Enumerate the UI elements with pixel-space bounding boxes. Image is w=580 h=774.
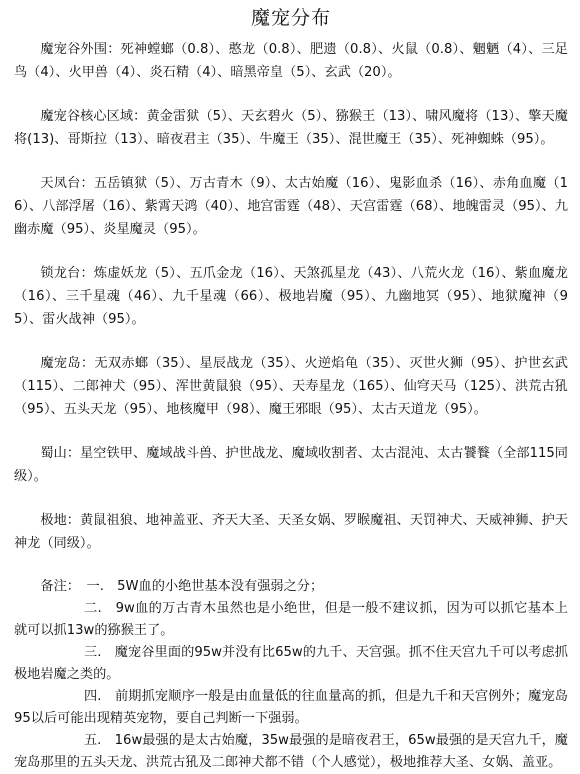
section-suolong-tai: 锁龙台：炼虚妖龙（5）、五爪金龙（16）、天煞孤星龙（43）、八荒火龙（16）、紫血魔龙（16）、三千星魂（46）、九千星魂（66）、极地岩魔（95）、九幽地冥（95）、地狱魔神（95）、雷火战神（95）。	[14, 266, 568, 327]
section-polar: 极地：黄鼠祖狼、地神盖亚、齐天大圣、天圣女娲、罗睺魔祖、天罚神犬、天威神狮、护天神龙（同级）。	[14, 513, 568, 551]
page-title: 魔宠分布	[250, 7, 331, 29]
note-item-3: 三. 魔宠谷里面的95w并没有比65w的九千、天宫强。抓不住天宫九千可以考虑抓极地岩魔之类的。	[14, 645, 568, 682]
note-item-2: 二. 9w血的万古青木虽然也是小绝世，但是一般不建议抓，因为可以抓它基本上就可以抓13w的猕猴王了。	[14, 601, 568, 638]
note-item-1-text: 一. 5W血的小绝世基本没有强弱之分；	[86, 579, 324, 594]
section-outer-valley: 魔宠谷外围：死神螳螂（0.8）、憨龙（0.8）、肥遗（0.8）、火鼠（0.8）、魍魉（4）、三足鸟（4）、火甲兽（4）、炎石精（4）、暗黑帝皇（5）、玄武（20）。	[14, 42, 568, 80]
section-shushan: 蜀山：星空铁甲、魔域战斗兽、护世战龙、魔域收割者、太古混沌、太古饕餮（全部115同级）。	[14, 446, 568, 484]
note-item-1	[14, 576, 568, 598]
note-item-5: 五. 16w最强的是太古始魔，35w最强的是暗夜君王，65w最强的是天宫九千，魔宠岛那里的五头天龙、洪荒古犼及二郎神犬都不错（个人感觉），极地推荐大圣、女娲、盖亚。	[14, 733, 568, 770]
note-item-4: 四. 前期抓宠顺序一般是由血量低的往血量高的抓，但是九千和天宫例外；魔宠岛95以后可能出现精英宠物，要自己判断一下强弱。	[14, 689, 568, 726]
section-tianfeng-tai: 天凤台：五岳镇狱（5）、万古青木（9）、太古始魔（16）、鬼影血杀（16）、赤角血魔（16）、八部浮屠（16）、紫霄天鸿（40）、地宫雷霆（48）、天宫雷霆（68）、地魄雷灵（95）、九幽赤魔（95）、炎星魔灵（95）。	[14, 176, 568, 237]
section-core-valley: 魔宠谷核心区域：黄金雷狱（5）、天玄碧火（5）、猕猴王（13）、啸风魔将（13）、擎天魔将(13)、哥斯拉（13）、暗夜君主（35）、牛魔王（35）、混世魔王（35）、死神蜘蛛（95）。	[14, 109, 568, 147]
notes-block	[14, 576, 568, 774]
notes-label: 备注：	[40, 579, 74, 594]
section-pet-island: 魔宠岛：无双赤螂（35）、星辰战龙（35）、火逆焰龟（35）、灭世火狮（95）、护世玄武（115）、二郎神犬（95）、浑世黄鼠狼（95）、天寿星龙（165）、仙穹天马（125）、洪荒古犼（95）、五头天龙（95）、地核魔甲（98）、魔王邪眼（95）、太古天道龙（95）。	[14, 356, 568, 417]
